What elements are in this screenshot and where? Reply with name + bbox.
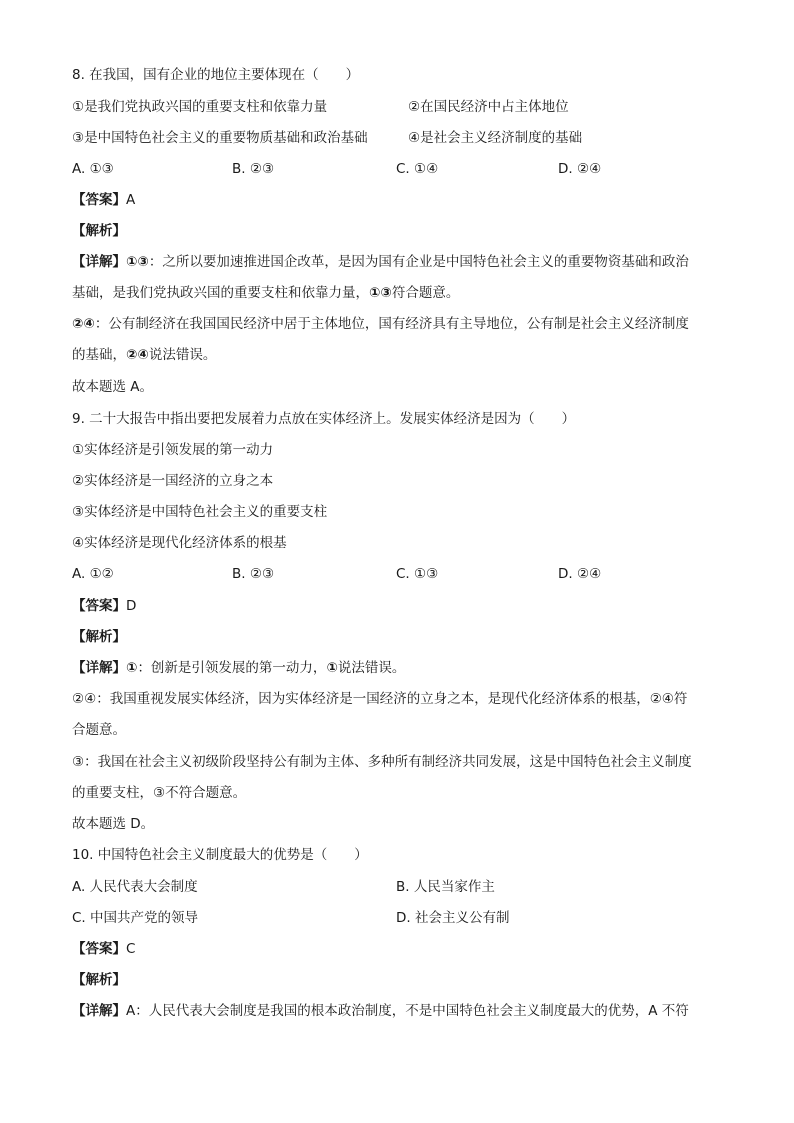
detail-mark: ①③ [369, 285, 392, 301]
detail-text: 的基础， [72, 347, 126, 363]
q10-detail-line-1 [72, 1001, 722, 1021]
q9-answer [72, 596, 722, 616]
detail-text: 符合题意。 [391, 285, 460, 301]
q10-answer [72, 939, 722, 959]
detail-mark: ①③ [126, 254, 149, 270]
q8-answer [72, 190, 722, 210]
detail-mark: ②④ [126, 347, 149, 363]
q9-detail-line-1 [72, 658, 722, 678]
q9-option-d: D. ②④ [558, 566, 602, 582]
q8-item-4: ④是社会主义经济制度的基础 [408, 130, 583, 146]
q8-detail-line-2 [72, 283, 722, 303]
detail-mark: ① [126, 660, 138, 676]
q9-detail-line-4: ③：我国在社会主义初级阶段坚持公有制为主体、多种所有制经济共同发展，这是中国特色社会主义制度 [72, 754, 692, 770]
detail-text: 说法错误。 [337, 660, 406, 676]
q9-analysis-tag: 【解析】 [72, 629, 126, 645]
q10-option-c: C. 中国共产党的领导 [72, 910, 199, 926]
q8-item-2: ②在国民经济中占主体地位 [408, 99, 569, 115]
q8-option-b: B. ②③ [232, 161, 275, 177]
q9-item-4: ④实体经济是现代化经济体系的根基 [72, 535, 287, 551]
detail-text: ：创新是引领发展的第一动力， [137, 660, 327, 676]
q10-stem: 10. 中国特色社会主义制度最大的优势是（ ） [72, 847, 368, 863]
q9-item-1: ①实体经济是引领发展的第一动力 [72, 442, 274, 458]
q9-item-3: ③实体经济是中国特色社会主义的重要支柱 [72, 504, 328, 520]
q9-option-a: A. ①② [72, 566, 114, 582]
detail-mark: ②④ [72, 316, 95, 332]
q8-detail-line-3 [72, 314, 722, 334]
detail-text: 说法错误。 [148, 347, 217, 363]
answer-tag: 【答案】 [72, 598, 126, 614]
q10-option-a: A. 人民代表大会制度 [72, 879, 198, 895]
q9-detail-line-3: 合题意。 [72, 722, 126, 738]
q8-item-1: ①是我们党执政兴国的重要支柱和依靠力量 [72, 99, 328, 115]
detail-tag: 【详解】 [72, 660, 126, 676]
q9-option-c: C. ①③ [396, 566, 439, 582]
q9-conclusion: 故本题选 D。 [72, 816, 155, 832]
q8-option-c: C. ①④ [396, 161, 439, 177]
q10-option-b: B. 人民当家作主 [396, 879, 495, 895]
q9-option-b: B. ②③ [232, 566, 275, 582]
q8-option-a: A. ①③ [72, 161, 114, 177]
answer-tag: 【答案】 [72, 192, 126, 208]
q8-option-d: D. ②④ [558, 161, 602, 177]
q8-stem: 8. 在我国，国有企业的地位主要体现在（ ） [72, 67, 360, 83]
q8-item-3: ③是中国特色社会主义的重要物质基础和政治基础 [72, 130, 368, 146]
q8-detail-line-1 [72, 252, 722, 272]
q10-analysis-tag: 【解析】 [72, 972, 126, 988]
detail-tag: 【详解】 [72, 254, 126, 270]
answer-value: C [126, 941, 136, 957]
q8-analysis-tag: 【解析】 [72, 223, 126, 239]
q9-stem: 9. 二十大报告中指出要把发展着力点放在实体经济上。发展实体经济是因为（ ） [72, 411, 576, 427]
q9-detail-line-5: 的重要支柱，③不符合题意。 [72, 785, 247, 801]
answer-value: A [126, 192, 136, 208]
detail-tag: 【详解】 [72, 1003, 126, 1019]
q8-detail-line-4 [72, 345, 722, 365]
q9-detail-line-2: ②④：我国重视发展实体经济，因为实体经济是一国经济的立身之本，是现代化经济体系的根基，②④符 [72, 691, 688, 707]
answer-tag: 【答案】 [72, 941, 126, 957]
detail-text: 基础，是我们党执政兴国的重要支柱和依靠力量， [72, 285, 369, 301]
answer-value: D [126, 598, 137, 614]
q8-conclusion: 故本题选 A。 [72, 379, 154, 395]
q10-option-d: D. 社会主义公有制 [396, 910, 510, 926]
detail-text: A：人民代表大会制度是我国的根本政治制度，不是中国特色社会主义制度最大的优势，A 不符 [126, 1003, 689, 1019]
detail-text: ：之所以要加速推进国企改革，是因为国有企业是中国特色社会主义的重要物资基础和政治 [148, 254, 689, 270]
detail-text: ：公有制经济在我国国民经济中居于主体地位，国有经济具有主导地位，公有制是社会主义经济制度 [94, 316, 689, 332]
q9-item-2: ②实体经济是一国经济的立身之本 [72, 473, 274, 489]
detail-mark: ① [326, 660, 338, 676]
